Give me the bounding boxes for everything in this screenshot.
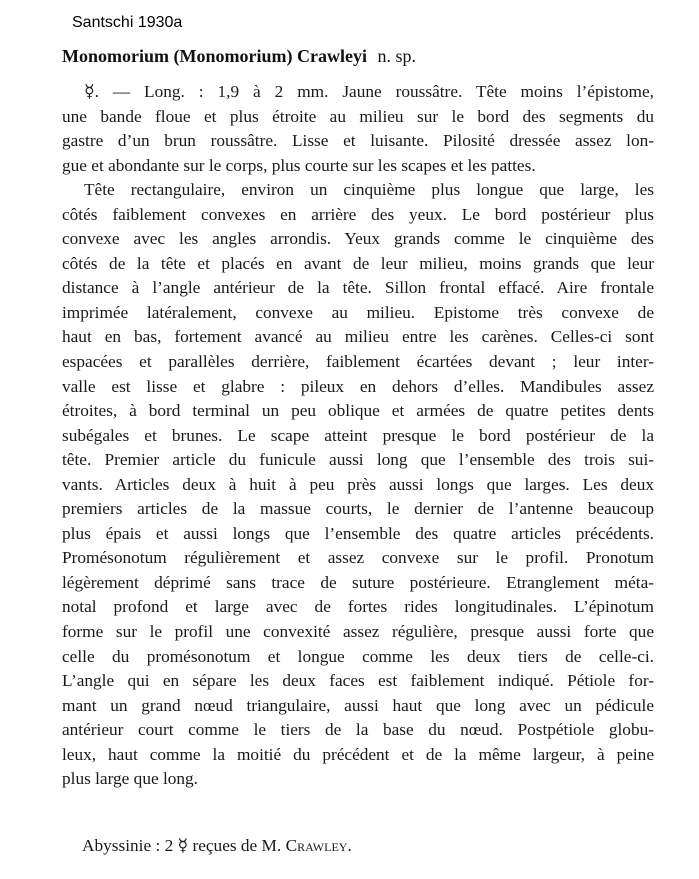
text-line: côtés faiblement convexes en arrière des yeux. Le bord postérieur plus [62, 204, 654, 224]
text-line: Promésonotum régulièrement et assez convexe sur le profil. Pronotum [62, 548, 654, 568]
material-examined [82, 836, 352, 856]
text-line: valle est lisse et glabre : pileux en dehors d’elles. Mandibules assez [62, 376, 654, 396]
text-line: légèrement déprimé sans trace de suture postérieure. Etranglement méta- [62, 572, 654, 592]
text-line: leux, haut comme la moitié du précédent et de la même largeur, à peine [62, 744, 654, 764]
text-line: celle du promésonotum et longue comme les deux tiers de celle-ci. [62, 646, 654, 666]
text-line: vants. Articles deux à huit à peu près aussi longs que larges. Les deux [62, 474, 654, 494]
text-line: convexe avec les angles arrondis. Yeux grands comme le cinquième des [62, 229, 654, 249]
text-line: subégales et brunes. Le scape atteint presque le bord postérieur de la [62, 425, 654, 445]
material-text: Abyssinie : 2 ☿ reçues de M. [82, 836, 282, 855]
text-line: premiers articles de la massue courts, le dernier de l’antenne beaucoup [62, 499, 654, 519]
text-line: plus épais et aussi longs que l’ensemble des quatre articles précédents. [62, 523, 654, 543]
text-line: haut en bas, fortement avancé au milieu entre les carènes. Celles-ci sont [62, 327, 654, 347]
text-line: plus large que long. [62, 769, 198, 789]
text-line: distance à l’angle antérieur de la tête. Sillon frontal effacé. Aire frontale [62, 278, 654, 298]
species-name: Crawleyi [296, 46, 367, 66]
text-line: étroites, à bord terminal un peu oblique et armées de quatre petites dents [62, 401, 654, 421]
text-line: mant un grand nœud triangulaire, aussi haut que long avec un pédicule [62, 695, 654, 715]
text-line: ☿. — Long. : 1,9 à 2 mm. Jaune roussâtre. Tête moins l’épistome, [84, 82, 654, 101]
text-line: espacées et parallèles derrière, faiblement écartées devant ; leur inter- [62, 352, 654, 372]
text-line: gastre d’un brun roussâtre. Lisse et luisante. Pilosité dressée assez lon- [62, 131, 654, 151]
text-line: Tête rectangulaire, environ un cinquième plus longue que large, les [84, 180, 654, 200]
new-species-marker: n. sp. [377, 46, 416, 66]
collector-name: Crawley. [285, 836, 352, 855]
text-line: une bande floue et plus étroite au milieu sur le bord des segments du [62, 106, 654, 126]
text-line: forme sur le profil une convexité assez régulière, presque aussi forte que [62, 622, 654, 642]
text-line: L’angle qui en sépare les deux faces est faiblement indiqué. Pétiole for- [62, 671, 654, 691]
text-line: gue et abondante sur le corps, plus courte sur les scapes et les pattes. [62, 155, 536, 175]
text-line: tête. Premier article du funicule aussi long que l’ensemble des trois sui- [62, 450, 654, 470]
text-line: notal profond et large avec de fortes rides longitudinales. L’épinotum [62, 597, 654, 617]
text-line: côtés de la tête et placés en avant de leur milieu, moins grands que leur [62, 253, 654, 273]
citation-label: Santschi 1930a [72, 14, 183, 31]
text-line: antérieur court comme le tiers de la base du nœud. Postpétiole globu- [62, 720, 654, 740]
description-text [62, 80, 654, 792]
species-heading [62, 46, 416, 67]
genus-name: Monomorium [62, 46, 169, 66]
subgenus-name: (Monomorium) [173, 46, 293, 66]
text-line: imprimée latéralement, convexe au milieu. Epistome très convexe de [62, 302, 654, 322]
